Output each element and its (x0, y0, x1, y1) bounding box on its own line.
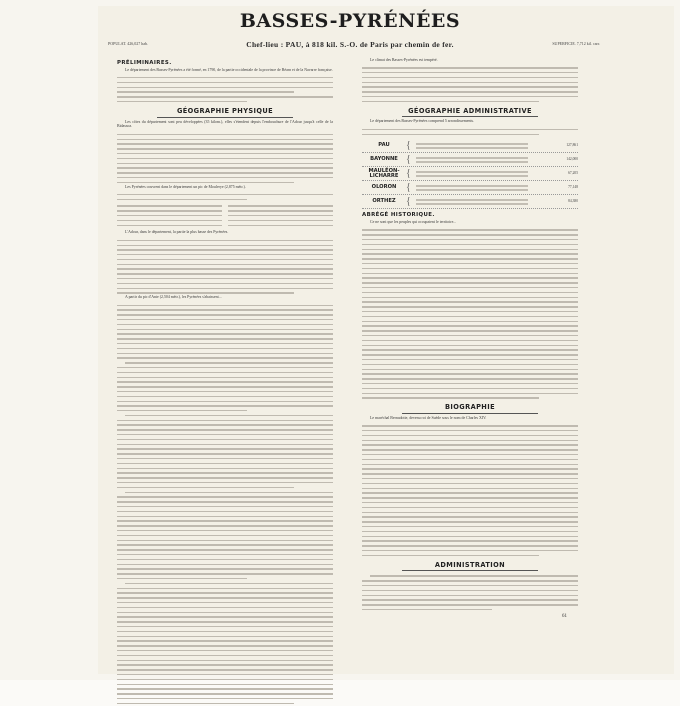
arrondissements-table (362, 139, 578, 209)
arrondissement-pop: 84,380 (568, 199, 578, 204)
department-title: BASSES-PYRÉNÉES (239, 10, 461, 32)
arrondissement-row: OLORON { 77,148 (362, 181, 578, 195)
admin-intro-text: Le département des Basses-Pyrénées comprend 5 arrondissements. (370, 119, 475, 124)
arrondissement-row: BAYONNE { 142,000 (362, 153, 578, 167)
arrondissement-name: OLORON (371, 184, 397, 191)
right-column (362, 58, 578, 612)
arrondissement-name: BAYONNE (370, 156, 398, 163)
arrondissement-name: ORTHEZ (372, 198, 396, 205)
arrondissement-name: PAU (378, 142, 390, 149)
population-label: POPULAT. 426,027 hab. (108, 41, 149, 46)
arrondissement-pop: 127,861 (566, 143, 578, 148)
superficie-label: SUPERFICIE. 7,712 kil. carr. (552, 41, 600, 46)
peaks-table (117, 203, 333, 227)
arrondissement-row: PAU { 127,861 (362, 139, 578, 153)
pyrenees-text: Les Pyrénées couvrent dans le département un pic de Moulerye (2,875 mètr.). (125, 184, 246, 189)
gave-text: A partir du pic d'Anie (2,504 mètr.), les Pyrénées s'abaissent... (125, 295, 222, 300)
chef-lieu-subtitle: Chef-lieu : PAU, à 818 kil. S.-O. de Paris par chemin de fer. (246, 40, 454, 49)
physique-intro-text: Les côtes du département sont peu développées (35 kilom.), elles s'étendent depuis l'embouchure de l'Adour jusqu'à celle de la Bidassoa. (117, 119, 333, 129)
section-abrege-historique: ABRÉGÉ HISTORIQUE. (362, 212, 435, 219)
arrondissement-pop: 142,000 (566, 157, 578, 162)
arrondissement-pop: 77,148 (568, 185, 578, 190)
arrondissement-pop: 67,205 (568, 171, 578, 176)
biographie-text: Le maréchal Bernadotte, devenu roi de Suède sous le nom de Charles XIV. (370, 415, 487, 420)
page-number: 61 (562, 614, 567, 619)
section-administration: ADMINISTRATION (434, 560, 506, 569)
section-geographie-administrative: GÉOGRAPHIE ADMINISTRATIVE (408, 106, 532, 115)
rivers-text: L'Adour, dans le département, la partie la plus basse des Pyrénées. (125, 230, 229, 235)
section-biographie: BIOGRAPHIE (445, 403, 495, 412)
arrondissement-row: ORTHEZ { 84,380 (362, 195, 578, 209)
left-column (117, 58, 333, 706)
section-geographie-physique: GÉOGRAPHIE PHYSIQUE (176, 106, 274, 115)
climat-text: Le climat des Basses-Pyrénées est tempéré. (370, 58, 438, 62)
historique-text: Ce ne sont que les peuples qui occupaient le territoire... (370, 220, 457, 225)
arrondissement-name: MAULÉON-LICHARRE (368, 168, 400, 179)
section-preliminaires: PRÉLIMINAIRES. (117, 60, 172, 66)
preliminaires-text: Le département des Basses-Pyrénées a été formé, en 1790, de la partie occidentale de la province de Béarn et de la Navarre française. (125, 67, 333, 72)
arrondissement-row: MAULÉON-LICHARRE { 67,205 (362, 167, 578, 181)
